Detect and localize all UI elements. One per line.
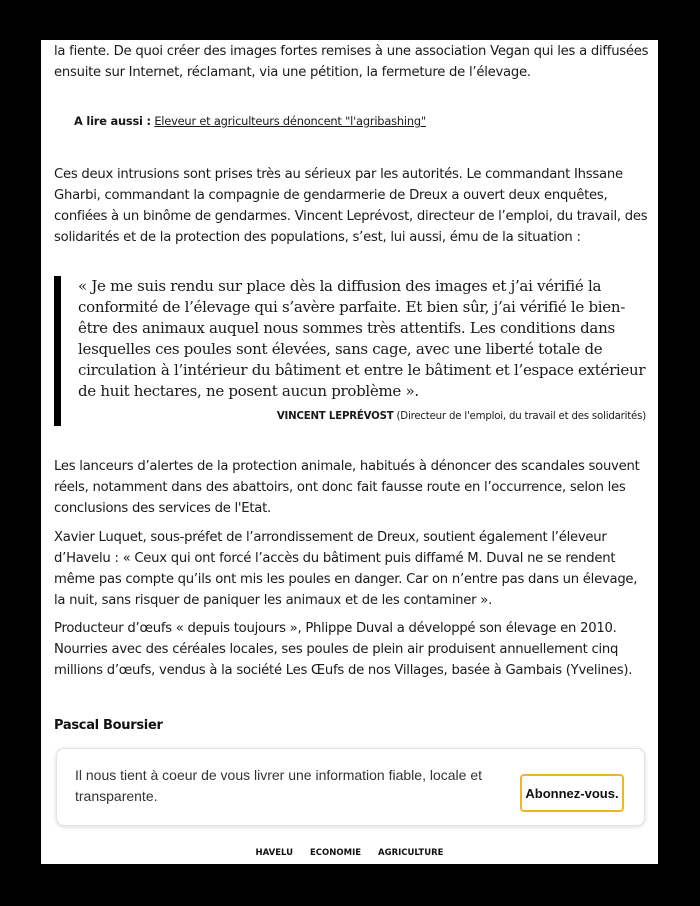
quote-attribution [277, 411, 646, 422]
tag-economie[interactable]: ECONOMIE [310, 848, 362, 858]
article-page [41, 40, 658, 864]
paragraph-3: Les lanceurs d’alertes de la protection animale, habitués à dénoncer des scandales souvent réels, notamment dans des abattoirs, ont donc fait fausse route en l’occurrence, selon les conclusions des services de l'Etat. [54, 459, 640, 516]
paragraph-4: Xavier Luquet, sous-préfet de l’arrondissement de Dreux, soutient également l’éleveur d’Havelu : « Ceux qui ont forcé l’accès du bâtiment puis diffamé M. Duval ne se rendent même pas compte qu’ils ont mis les poules en danger. Car on n’entre pas dans un élevage, la nuit, sans risquer de paniquer les animaux et de les contaminer ». [54, 530, 638, 608]
read-also-link[interactable]: Eleveur et agriculteurs dénoncent "l'agribashing" [154, 114, 426, 128]
read-also-label: A lire aussi : [74, 114, 151, 128]
subscribe-button[interactable]: Abonnez-vous. [520, 774, 624, 812]
tag-list [41, 848, 658, 858]
subscribe-box [56, 748, 645, 826]
read-also [74, 114, 426, 128]
paragraph-intro-end: la fiente. De quoi créer des images fortes remises à une association Vegan qui les a diffusées ensuite sur Internet, réclamant, via une pétition, la fermeture de l’élevage. [54, 44, 649, 80]
tag-havelu[interactable]: HAVELU [255, 848, 294, 858]
quote-bar [54, 276, 61, 426]
paragraph-5: Producteur d’œufs « depuis toujours », Phlippe Duval a développé son élevage en 2010. Nourries avec des céréales locales, ses poules de plein air produisent annuellement cinq millions d’œufs, vendus à la société Les Œufs de nos Villages, basée à Gambais (Yvelines). [54, 621, 633, 678]
tag-agriculture[interactable]: AGRICULTURE [378, 848, 444, 858]
quote-author: VINCENT LEPRÉVOST [276, 411, 394, 422]
quote-author-role: (Directeur de l'emploi, du travail et des solidarités) [393, 411, 646, 422]
blockquote: « Je me suis rendu sur place dès la diffusion des images et j’ai vérifié la conformité de l’élevage qui s’avère parfaite. Et bien sûr, j’ai vérifié le bien-être des animaux auquel nous sommes très attentifs. Les conditions dans lesquelles ces poules sont élevées, sans cage, avec une liberté totale de circulation à l’intérieur du bâtiment et entre le bâtiment et l’espace extérieur de huit hectares, ne posent aucun problème ». [78, 277, 646, 400]
subscribe-text: Il nous tient à coeur de vous livrer une information fiable, locale et transparente. [75, 767, 483, 804]
paragraph-2: Ces deux intrusions sont prises très au sérieux par les autorités. Le commandant Ihssane Gharbi, commandant la compagnie de gendarmerie de Dreux a ouvert deux enquêtes, confiées à un binôme de gendarmes. Vincent Leprévost, directeur de l’emploi, du travail, des solidarités et de la protection des populations, s’est, lui aussi, ému de la situation : [54, 167, 648, 245]
article-author: Pascal Boursier [54, 718, 163, 733]
